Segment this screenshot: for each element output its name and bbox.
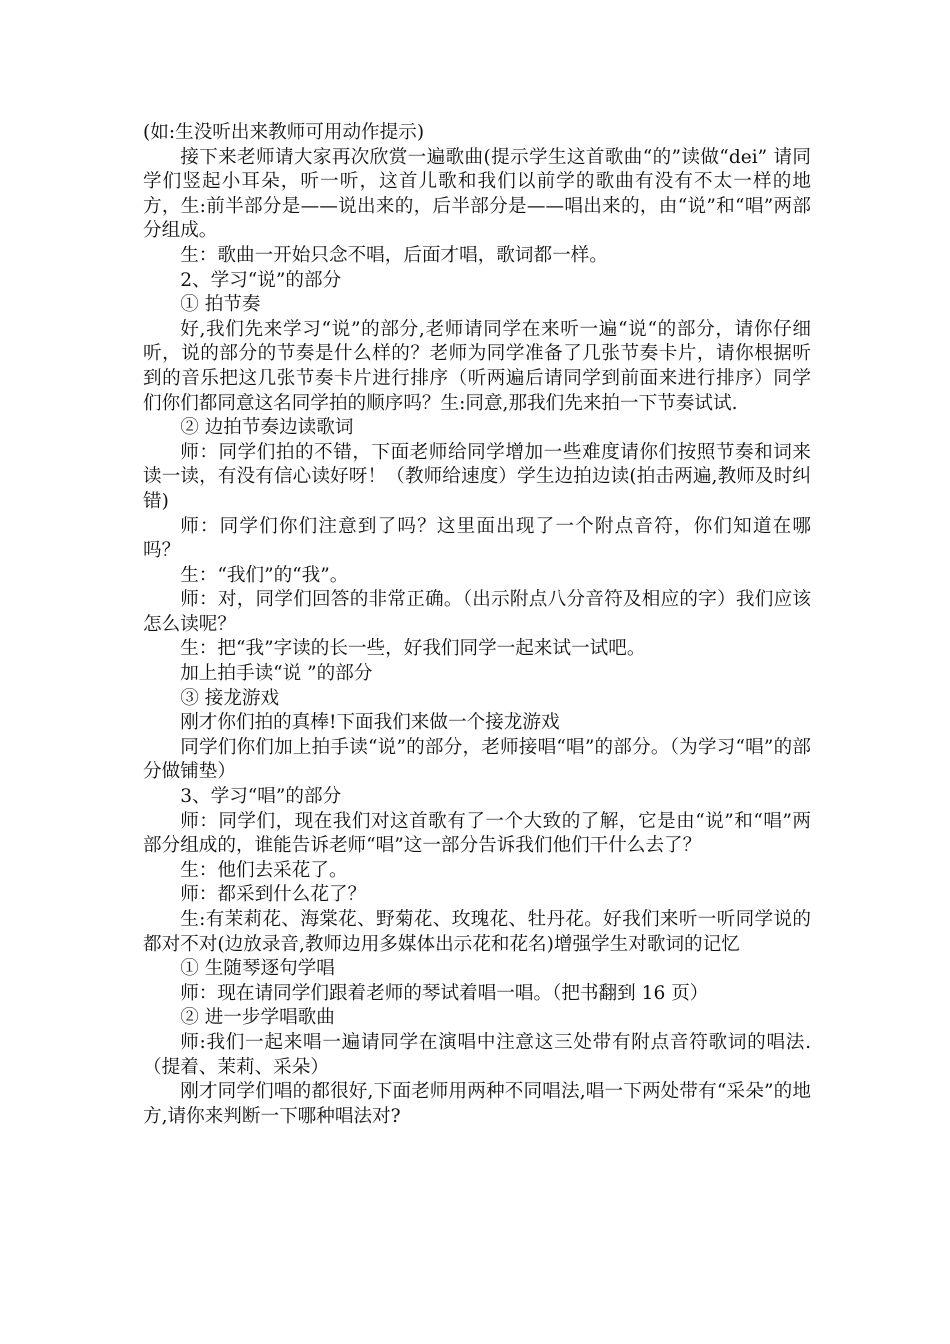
paragraph: (如:生没听出来教师可用动作提示) (143, 122, 425, 143)
paragraph: 师：对，同学们回答的非常正确。（出示附点八分音符及相应的字）我们应该怎么读呢？ (143, 589, 811, 635)
subsection-heading: ② 进一步学唱歌曲 (180, 1007, 335, 1029)
section-heading: 2、学习“说”的部分 (180, 269, 342, 291)
section-heading: 3、学习“唱”的部分 (180, 786, 342, 808)
paragraph: 师：同学们，现在我们对这首歌有了一个大致的了解，它是由“说”和“唱”两部分组成的，谁能告诉老师“唱”这一部分告诉我们他们干什么去了？ (143, 810, 811, 857)
paragraph: 生：把“我”字读的长一些，好我们同学一起来试一试吧。 (180, 638, 646, 660)
paragraph: 接下来老师请大家再次欣赏一遍歌曲(提示学生这首歌曲“的”读做“dei” 请同学们竖起小耳朵，听一听，这首儿歌和我们以前学的歌曲有没有不太一样的地方，生:前半部分是——说出来的，后半部分是——唱出来的，由“说”和“唱”两部分组成。 (143, 146, 811, 242)
subsection-heading: ③ 接龙游戏 (180, 687, 280, 709)
paragraph: 生：歌曲一开始只念不唱，后面才唱，歌词都一样。 (180, 244, 608, 266)
paragraph: 刚才你们拍的真棒!下面我们来做一个接龙游戏 (180, 712, 560, 734)
paragraph: 师:我们一起来唱一遍请同学在演唱中注意这三处带有附点音符歌词的唱法.（提着、茉莉、采朵） (143, 1031, 811, 1078)
paragraph: 好,我们先来学习“说”的部分,老师请同学在来听一遍“说“的部分，请你仔细听，说的部分的节奏是什么样的？老师为同学准备了几张节奏卡片，请你根据听到的音乐把这几张节奏卡片进行排序（听两遍后请同学到前面来进行排序）同学们你们都同意这名同学拍的顺序吗？生:同意,那我们先来拍一下节奏试试. (143, 318, 811, 414)
paragraph: 师：同学们你们注意到了吗？这里面出现了一个附点音符，你们知道在哪吗？ (143, 515, 811, 562)
paragraph: 刚才同学们唱的都很好,下面老师用两种不同唱法,唱一下两处带有“采朵”的地方,请你来判断一下哪种唱法对? (143, 1081, 811, 1127)
subsection-heading: ② 边拍节奏边读歌词 (180, 417, 354, 439)
paragraph: 生：他们去采花了。 (180, 859, 348, 881)
paragraph: 师：同学们拍的不错，下面老师给同学增加一些难度请你们按照节奏和词来读一读，有没有信心读好呀！（教师给速度）学生边拍边读(拍击两遍,教师及时纠错) (143, 441, 811, 512)
paragraph: 师：都采到什么花了？ (180, 884, 367, 906)
paragraph: 同学们你们加上拍手读“说”的部分，老师接唱“唱”的部分。（为学习“唱”的部分做铺垫） (143, 736, 811, 783)
paragraph: 师：现在请同学们跟着老师的琴试着唱一唱。（把书翻到 16 页） (180, 982, 709, 1004)
paragraph: 生:有茉莉花、海棠花、野菊花、玫瑰花、牡丹花。好我们来听一听同学说的都对不对(边放录音,教师边用多媒体出示花和花名)增强学生对歌词的记忆 (143, 909, 811, 955)
subsection-heading: ① 生随琴逐句学唱 (180, 958, 335, 980)
paragraph: 生：“我们”的“我”。 (180, 564, 349, 586)
document-page (143, 121, 811, 1129)
subsection-heading: ① 拍节奏 (180, 294, 261, 316)
paragraph: 加上拍手读“说 ”的部分 (180, 663, 373, 685)
